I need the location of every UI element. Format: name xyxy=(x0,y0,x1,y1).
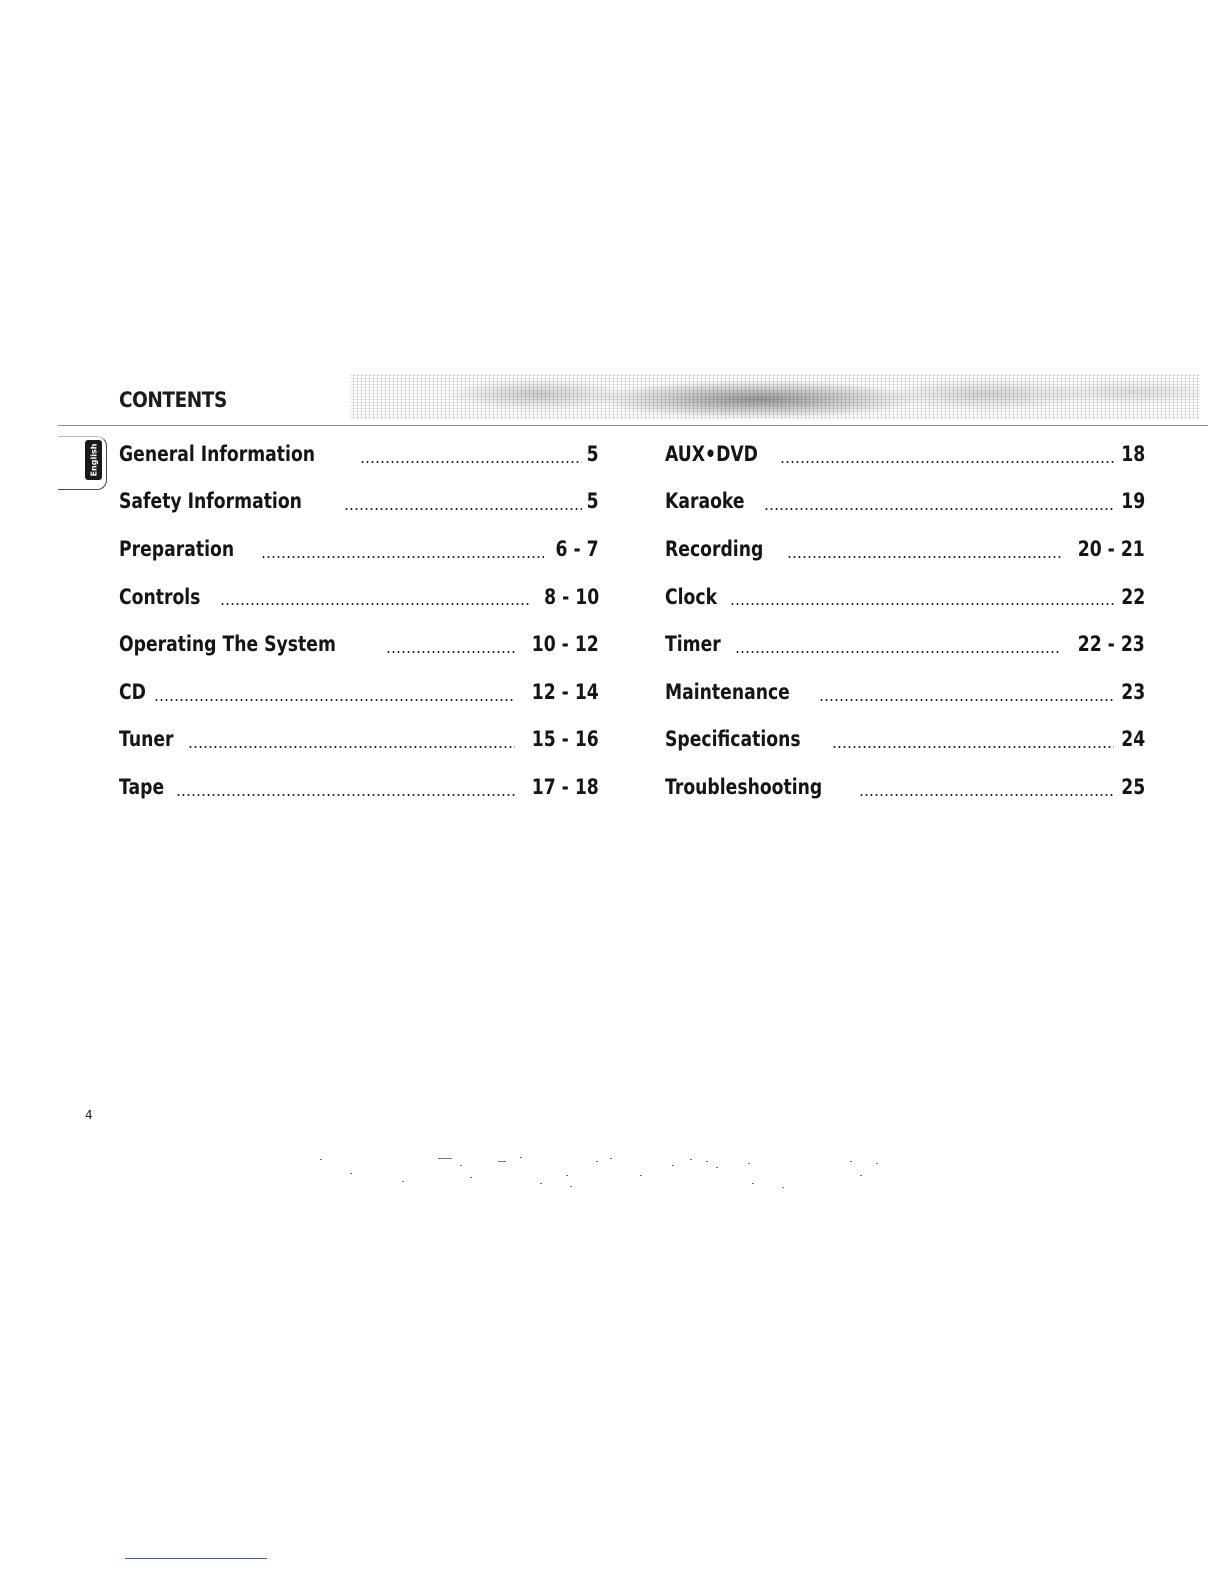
toc-dot-leader xyxy=(735,651,1061,653)
header-divider xyxy=(58,425,1208,426)
bottom-rule xyxy=(125,1558,267,1559)
toc-entry-specifications[interactable] xyxy=(665,716,1145,764)
toc-entry-general-information[interactable] xyxy=(119,430,599,478)
toc-dot-leader xyxy=(386,651,516,653)
toc-entry-pages: 22 - 23 xyxy=(1077,632,1145,657)
toc-entry-maintenance[interactable] xyxy=(665,668,1145,716)
toc-entry-controls[interactable] xyxy=(119,573,599,621)
toc-entry-pages: 8 - 10 xyxy=(543,584,599,609)
header-decorative-texture xyxy=(350,374,1200,420)
toc-dot-leader xyxy=(780,461,1113,463)
toc-entry-pages: 5 xyxy=(587,489,599,514)
toc-entry-label: Timer xyxy=(665,632,721,657)
toc-entry-label: Tuner xyxy=(119,727,174,752)
toc-dot-leader xyxy=(764,508,1114,510)
toc-entry-label: Tape xyxy=(119,774,165,799)
toc-dot-leader xyxy=(819,699,1114,701)
toc-entry-label: Safety Information xyxy=(119,489,302,514)
language-tab xyxy=(85,440,102,480)
toc-dot-leader xyxy=(154,699,515,701)
toc-dot-leader xyxy=(188,746,516,748)
toc-entry-label: Controls xyxy=(119,584,201,609)
toc-entry-pages: 24 xyxy=(1121,727,1145,752)
toc-entry-timer[interactable] xyxy=(665,620,1145,668)
toc-entry-label: CD xyxy=(119,679,146,704)
toc-left-column xyxy=(119,430,599,811)
toc-entry-pages: 10 - 12 xyxy=(531,632,599,657)
toc-entry-pages: 15 - 16 xyxy=(531,727,599,752)
toc-entry-operating-the-system[interactable] xyxy=(119,620,599,668)
toc-dot-leader xyxy=(787,556,1061,558)
toc-entry-pages: 5 xyxy=(587,441,599,466)
toc-entry-tuner[interactable] xyxy=(119,716,599,764)
toc-entry-label: Troubleshooting xyxy=(665,774,823,799)
toc-entry-label: Preparation xyxy=(119,536,235,561)
toc-entry-pages: 20 - 21 xyxy=(1077,536,1145,561)
toc-dot-leader xyxy=(261,556,544,558)
toc-entry-label: AUX•DVD xyxy=(665,441,758,466)
toc-dot-leader xyxy=(859,794,1114,796)
toc-entry-pages: 17 - 18 xyxy=(531,774,599,799)
toc-entry-karaoke[interactable] xyxy=(665,478,1145,526)
scan-specks xyxy=(320,1155,890,1191)
toc-dot-leader xyxy=(220,603,530,605)
toc-entry-tape[interactable] xyxy=(119,763,599,811)
toc-dot-leader xyxy=(730,603,1113,605)
toc-entry-label: Recording xyxy=(665,536,764,561)
toc-right-column xyxy=(665,430,1145,811)
toc-entry-label: Specifications xyxy=(665,727,801,752)
toc-entry-pages: 22 xyxy=(1121,584,1145,609)
toc-entry-preparation[interactable] xyxy=(119,525,599,573)
toc-entry-label: Operating The System xyxy=(119,632,336,657)
toc-dot-leader xyxy=(360,461,582,463)
toc-entry-cd[interactable] xyxy=(119,668,599,716)
toc-entry-pages: 25 xyxy=(1121,774,1145,799)
toc-entry-clock[interactable] xyxy=(665,573,1145,621)
toc-entry-recording[interactable] xyxy=(665,525,1145,573)
toc-entry-troubleshooting[interactable] xyxy=(665,763,1145,811)
toc-dot-leader xyxy=(176,794,515,796)
toc-entry-aux-dvd[interactable] xyxy=(665,430,1145,478)
language-tab-label: English xyxy=(89,443,98,477)
toc-entry-pages: 18 xyxy=(1121,441,1145,466)
toc-entry-pages: 12 - 14 xyxy=(531,679,599,704)
toc-entry-pages: 19 xyxy=(1121,489,1145,514)
toc-entry-label: General Information xyxy=(119,441,316,466)
toc-entry-label: Maintenance xyxy=(665,679,790,704)
toc-entry-pages: 23 xyxy=(1121,679,1145,704)
page-number: 4 xyxy=(85,1108,93,1122)
toc-entry-pages: 6 - 7 xyxy=(555,536,599,561)
toc-dot-leader xyxy=(344,508,582,510)
toc-dot-leader xyxy=(832,746,1113,748)
page-title: CONTENTS xyxy=(119,388,227,412)
toc-entry-label: Karaoke xyxy=(665,489,745,514)
toc-entry-label: Clock xyxy=(665,584,718,609)
toc-entry-safety-information[interactable] xyxy=(119,478,599,526)
